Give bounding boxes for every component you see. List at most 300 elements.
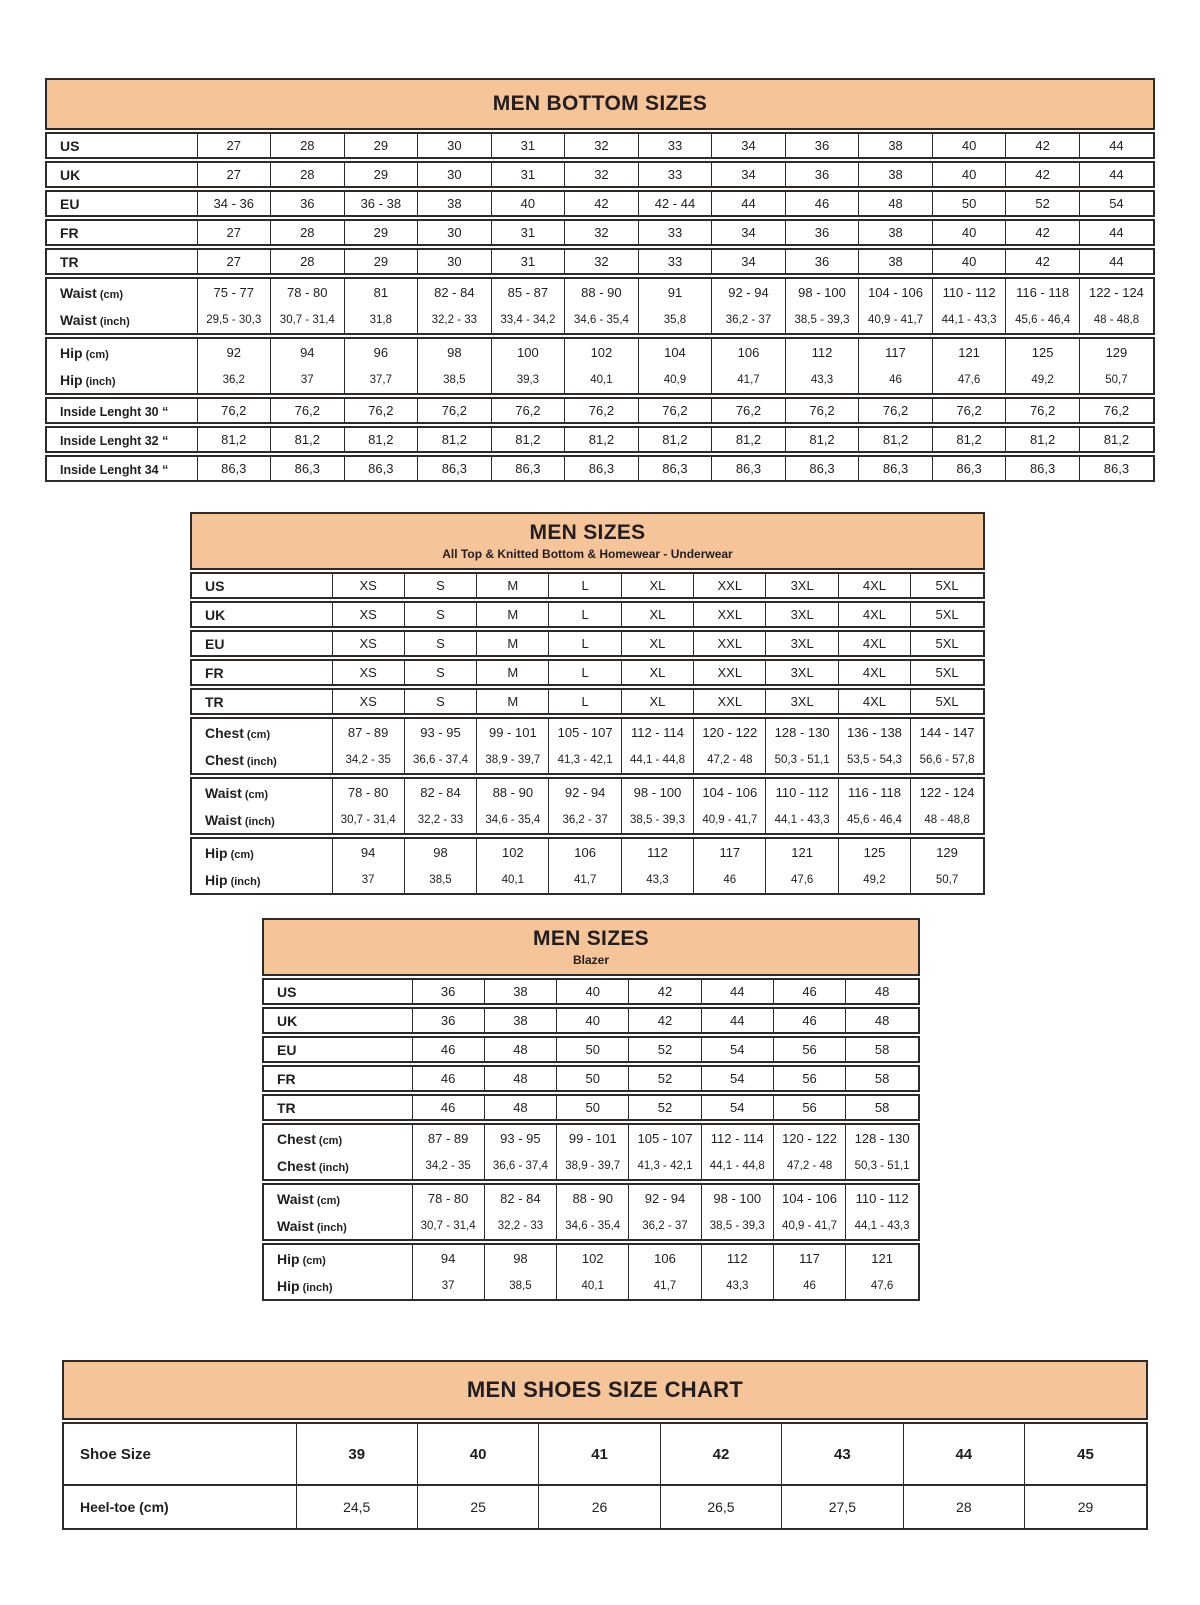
table-body xyxy=(190,572,985,895)
table-cell: 50 xyxy=(932,192,1006,215)
row-label-text: FR xyxy=(277,1070,296,1087)
size-grid xyxy=(192,779,983,833)
table-cell: 32 xyxy=(565,250,639,273)
table-cell: 86,3 xyxy=(344,457,418,480)
table-cell: 86,3 xyxy=(638,457,712,480)
row-label-text: Chest xyxy=(277,1130,316,1147)
table-cell: 52 xyxy=(629,1096,701,1119)
table-row xyxy=(47,457,1153,480)
table-cell: 43,3 xyxy=(785,366,859,393)
row-label xyxy=(192,574,332,597)
men-sizes-tops-table xyxy=(190,512,985,897)
table-cell: 100 xyxy=(491,339,565,366)
table-cell: 38 xyxy=(484,980,556,1003)
row-group xyxy=(45,397,1155,424)
table-cell: 3XL xyxy=(766,603,838,626)
table-cell: 40,1 xyxy=(565,366,639,393)
table-cell: 38 xyxy=(859,221,933,244)
table-cell: XS xyxy=(332,632,404,655)
size-grid xyxy=(47,399,1153,422)
table-cell: 3XL xyxy=(766,574,838,597)
table-cell: S xyxy=(404,603,476,626)
table-row xyxy=(192,603,983,626)
table-cell: 40 xyxy=(932,134,1006,157)
table-cell: 37,7 xyxy=(344,366,418,393)
size-grid xyxy=(47,339,1153,393)
table-cell: 31,8 xyxy=(344,306,418,333)
row-label-text: Inside Lenght 30 “ xyxy=(60,404,169,419)
table-cell: 121 xyxy=(766,839,838,866)
table-cell: 48 - 48,8 xyxy=(924,813,970,826)
row-group xyxy=(45,219,1155,246)
table-cell: 36 xyxy=(785,163,859,186)
table-cell: 104 xyxy=(638,339,712,366)
table-cell: 94 xyxy=(271,339,345,366)
row-label-unit: (inch) xyxy=(85,375,116,388)
row-label xyxy=(47,339,197,366)
table-cell: 46 xyxy=(694,866,766,893)
row-label-unit: (cm) xyxy=(318,1134,343,1147)
table-cell: S xyxy=(404,661,476,684)
size-grid xyxy=(264,1245,918,1299)
table-cell: 45,6 - 46,4 xyxy=(1006,306,1080,333)
table-cell: 98 - 100 xyxy=(701,1185,773,1212)
table-cell: 34 - 36 xyxy=(197,192,271,215)
table-row xyxy=(47,279,1153,306)
size-grid xyxy=(264,1096,918,1119)
row-group xyxy=(190,777,985,835)
table-cell: 81,2 xyxy=(565,428,639,451)
table-cell: 81,2 xyxy=(1103,432,1130,447)
table-cell: M xyxy=(477,690,549,713)
table-cell: 5XL xyxy=(935,607,959,622)
table-cell: 5XL xyxy=(935,694,959,709)
table-cell: 5XL xyxy=(935,665,959,680)
table-cell: 112 xyxy=(621,839,693,866)
table-cell: 30,7 - 31,4 xyxy=(271,306,345,333)
table-cell: 43 xyxy=(782,1424,903,1485)
table-cell: 34,6 - 35,4 xyxy=(557,1212,629,1239)
row-label-text: Waist xyxy=(60,311,97,328)
table-cell: 3XL xyxy=(766,632,838,655)
table-cell: 52 xyxy=(629,1038,701,1061)
table-cell: 27,5 xyxy=(782,1485,903,1528)
row-label-text: UK xyxy=(205,606,226,623)
table-cell: 86,3 xyxy=(712,457,786,480)
table-cell: 104 - 106 xyxy=(859,279,933,306)
table-cell: 40 xyxy=(557,980,629,1003)
table-cell: 31 xyxy=(491,163,565,186)
table-cell: 34,6 - 35,4 xyxy=(477,806,549,833)
table-cell: 42 xyxy=(565,192,639,215)
table-cell: 28 xyxy=(903,1485,1024,1528)
row-group xyxy=(45,161,1155,188)
table-cell: 44,1 - 43,3 xyxy=(766,806,838,833)
row-label-unit: (cm) xyxy=(316,1194,341,1207)
table-cell: 75 - 77 xyxy=(197,279,271,306)
table-body xyxy=(45,132,1155,482)
row-label-text: Shoe Size xyxy=(80,1445,151,1463)
row-label xyxy=(264,1009,412,1032)
row-label-unit: (inch) xyxy=(230,875,261,888)
row-label-unit: (inch) xyxy=(302,1281,333,1294)
table-cell: 112 - 114 xyxy=(701,1125,773,1152)
table-cell: 56,6 - 57,8 xyxy=(919,753,975,766)
men-shoes-size-chart-title-bar xyxy=(62,1360,1148,1420)
row-label-text: FR xyxy=(60,224,79,241)
table-cell: 81,2 xyxy=(491,428,565,451)
table-cell: 3XL xyxy=(766,661,838,684)
table-cell: XS xyxy=(332,690,404,713)
table-row xyxy=(192,661,983,684)
table-cell: 30,7 - 31,4 xyxy=(412,1212,484,1239)
table-row xyxy=(264,1009,918,1032)
row-group xyxy=(262,1007,920,1034)
row-label xyxy=(192,866,332,893)
table-cell: 40,1 xyxy=(557,1272,629,1299)
row-label xyxy=(47,457,197,480)
row-label xyxy=(264,980,412,1003)
table-cell: 76,2 xyxy=(932,399,1006,422)
size-grid xyxy=(47,192,1153,215)
row-label xyxy=(47,366,197,393)
row-label-text: US xyxy=(205,577,225,594)
table-cell: XXL xyxy=(694,574,766,597)
row-group xyxy=(190,572,985,599)
table-cell: 33 xyxy=(638,134,712,157)
table-cell: 38,5 - 39,3 xyxy=(785,306,859,333)
table-cell: 38,5 xyxy=(404,866,476,893)
table-row xyxy=(264,1185,918,1212)
table-row xyxy=(47,399,1153,422)
table-cell: 31 xyxy=(491,134,565,157)
table-cell: 56 xyxy=(773,1067,845,1090)
table-row xyxy=(264,1152,918,1179)
row-label-text: Chest xyxy=(205,751,244,768)
table-row xyxy=(192,746,983,773)
table-cell: 42 xyxy=(1006,163,1080,186)
table-cell: 81,2 xyxy=(344,428,418,451)
table-cell: 36,6 - 37,4 xyxy=(484,1152,556,1179)
table-cell: 30 xyxy=(418,163,492,186)
row-label xyxy=(264,1096,412,1119)
table-cell: 86,3 xyxy=(859,457,933,480)
table-cell: 40 xyxy=(557,1009,629,1032)
row-group xyxy=(45,277,1155,335)
table-cell: 46 xyxy=(412,1038,484,1061)
table-cell: 86,3 xyxy=(1006,457,1080,480)
table-cell: 38 xyxy=(418,192,492,215)
table-cell: 34,6 - 35,4 xyxy=(565,306,639,333)
table-cell: 86,3 xyxy=(418,457,492,480)
men-shoes-size-chart-table xyxy=(62,1360,1148,1532)
table-row xyxy=(264,1272,918,1299)
table-cell: 94 xyxy=(332,839,404,866)
table-row xyxy=(264,1245,918,1272)
row-label-text: EU xyxy=(205,635,225,652)
row-label xyxy=(47,399,197,422)
row-label-unit: (inch) xyxy=(244,815,275,828)
size-grid xyxy=(64,1424,1146,1528)
men-bottom-sizes-table xyxy=(45,78,1155,484)
table-cell: 98 xyxy=(484,1245,556,1272)
table-cell: 42 xyxy=(629,980,701,1003)
row-label xyxy=(47,134,197,157)
row-label-text: Inside Lenght 32 “ xyxy=(60,433,169,448)
row-group xyxy=(190,630,985,657)
table-cell: 88 - 90 xyxy=(557,1185,629,1212)
table-cell: 102 xyxy=(557,1245,629,1272)
table-cell: 32,2 - 33 xyxy=(484,1212,556,1239)
row-label-unit: (cm) xyxy=(230,848,254,861)
row-label-text: Hip xyxy=(60,371,83,388)
table-cell: 46 xyxy=(773,1009,845,1032)
table-cell: 45 xyxy=(1077,1445,1094,1463)
size-grid xyxy=(47,134,1153,157)
table-cell: 40,1 xyxy=(477,866,549,893)
row-label-unit: (cm) xyxy=(85,348,109,361)
table-cell: L xyxy=(549,690,621,713)
table-cell: 52 xyxy=(629,1067,701,1090)
table-cell: XL xyxy=(621,661,693,684)
table-cell: 40 xyxy=(932,250,1006,273)
table-cell: 37 xyxy=(412,1272,484,1299)
table-cell: 98 xyxy=(404,839,476,866)
table-cell: 112 xyxy=(701,1245,773,1272)
row-label-text: Heel-toe (cm) xyxy=(80,1499,169,1515)
table-cell: 92 - 94 xyxy=(629,1185,701,1212)
table-cell: 50,3 - 51,1 xyxy=(766,746,838,773)
table-cell: 86,3 xyxy=(197,457,271,480)
row-label xyxy=(192,779,332,806)
row-label-text: Hip xyxy=(277,1277,300,1294)
table-row xyxy=(47,366,1153,393)
table-cell: 30 xyxy=(418,250,492,273)
row-label xyxy=(192,839,332,866)
table-cell: 117 xyxy=(694,839,766,866)
table-cell: 29 xyxy=(344,250,418,273)
table-cell: 28 xyxy=(271,163,345,186)
table-cell: 110 - 112 xyxy=(855,1191,909,1206)
table-row xyxy=(192,806,983,833)
table-cell: 76,2 xyxy=(1103,403,1130,418)
table-title: MEN SIZES xyxy=(533,927,649,950)
table-cell: 31 xyxy=(491,221,565,244)
row-label xyxy=(192,661,332,684)
table-cell: 27 xyxy=(197,134,271,157)
table-cell: 99 - 101 xyxy=(557,1125,629,1152)
row-label-unit: (inch) xyxy=(318,1161,349,1174)
table-cell: 98 xyxy=(418,339,492,366)
size-grid xyxy=(264,1067,918,1090)
row-label-unit: (inch) xyxy=(246,755,277,768)
row-label xyxy=(47,221,197,244)
table-cell: 50,3 - 51,1 xyxy=(854,1159,910,1172)
table-cell: 58 xyxy=(874,1042,890,1057)
table-cell: 86,3 xyxy=(271,457,345,480)
table-cell: 44 xyxy=(1109,254,1124,269)
table-cell: 76,2 xyxy=(785,399,859,422)
table-cell: 4XL xyxy=(838,603,910,626)
table-cell: 44,1 - 44,8 xyxy=(701,1152,773,1179)
table-cell: 92 - 94 xyxy=(549,779,621,806)
row-label-text: US xyxy=(60,137,80,154)
table-cell: 41,7 xyxy=(549,866,621,893)
size-grid xyxy=(47,163,1153,186)
table-cell: 36,2 xyxy=(197,366,271,393)
row-label-text: UK xyxy=(277,1012,298,1029)
table-cell: 47,2 - 48 xyxy=(773,1152,845,1179)
table-cell: 117 xyxy=(773,1245,845,1272)
table-cell: 136 - 138 xyxy=(838,719,910,746)
table-cell: 48 xyxy=(859,192,933,215)
size-grid xyxy=(264,1009,918,1032)
table-row xyxy=(47,250,1153,273)
table-cell: 42 xyxy=(1006,221,1080,244)
table-cell: 32 xyxy=(565,163,639,186)
table-cell: 43,3 xyxy=(701,1272,773,1299)
table-cell: 52 xyxy=(1006,192,1080,215)
table-cell: 30 xyxy=(418,134,492,157)
size-grid xyxy=(264,1038,918,1061)
table-cell: 82 - 84 xyxy=(418,279,492,306)
table-cell: 38,5 - 39,3 xyxy=(621,806,693,833)
table-row xyxy=(264,980,918,1003)
table-cell: 44 xyxy=(1109,225,1124,240)
table-cell: 29,5 - 30,3 xyxy=(197,306,271,333)
table-cell: 34,2 - 35 xyxy=(332,746,404,773)
table-cell: 87 - 89 xyxy=(412,1125,484,1152)
row-label xyxy=(192,719,332,746)
table-cell: 36 xyxy=(785,221,859,244)
table-cell: 92 - 94 xyxy=(712,279,786,306)
table-cell: 45,6 - 46,4 xyxy=(838,806,910,833)
table-cell: 122 - 124 xyxy=(1088,285,1144,300)
table-cell: 44 xyxy=(903,1424,1024,1485)
table-cell: 34 xyxy=(712,163,786,186)
row-group xyxy=(45,426,1155,453)
table-row xyxy=(192,719,983,746)
row-label xyxy=(264,1067,412,1090)
table-cell: 27 xyxy=(197,250,271,273)
table-cell: 29 xyxy=(1025,1485,1146,1528)
row-label xyxy=(47,163,197,186)
row-label-text: UK xyxy=(60,166,81,183)
table-row xyxy=(192,690,983,713)
table-row xyxy=(47,428,1153,451)
row-label xyxy=(64,1424,296,1485)
table-cell: 128 - 130 xyxy=(854,1131,910,1146)
table-cell: 37 xyxy=(332,866,404,893)
table-cell: 38,5 - 39,3 xyxy=(701,1212,773,1239)
size-grid xyxy=(192,632,983,655)
table-cell: 26 xyxy=(539,1485,660,1528)
table-title: MEN SHOES SIZE CHART xyxy=(466,1377,744,1402)
table-cell: 116 - 118 xyxy=(1006,279,1080,306)
table-cell: 93 - 95 xyxy=(404,719,476,746)
table-cell: 48 xyxy=(874,984,890,999)
table-cell: 35,8 xyxy=(638,306,712,333)
table-cell: 44 xyxy=(712,192,786,215)
table-cell: 33 xyxy=(638,221,712,244)
row-label xyxy=(47,250,197,273)
table-cell: 32,2 - 33 xyxy=(404,806,476,833)
table-cell: 54 xyxy=(1109,196,1124,211)
size-grid xyxy=(192,574,983,597)
table-cell: 40,9 - 41,7 xyxy=(694,806,766,833)
table-cell: 28 xyxy=(271,250,345,273)
table-cell: 36,2 - 37 xyxy=(549,806,621,833)
row-group xyxy=(262,1123,920,1181)
table-cell: 56 xyxy=(773,1096,845,1119)
table-cell: 38 xyxy=(484,1009,556,1032)
table-cell: 40,9 - 41,7 xyxy=(773,1212,845,1239)
table-cell: 28 xyxy=(271,134,345,157)
table-cell: 85 - 87 xyxy=(491,279,565,306)
table-cell: 86,3 xyxy=(1103,461,1130,476)
row-group xyxy=(62,1422,1148,1530)
table-cell: 87 - 89 xyxy=(332,719,404,746)
size-grid xyxy=(264,1125,918,1179)
table-cell: 47,2 - 48 xyxy=(694,746,766,773)
table-cell: 98 - 100 xyxy=(785,279,859,306)
table-cell: 102 xyxy=(477,839,549,866)
table-subtitle: All Top & Knitted Bottom & Homewear - Underwear xyxy=(442,547,733,561)
row-group xyxy=(45,337,1155,395)
row-label xyxy=(264,1212,412,1239)
table-row xyxy=(264,1125,918,1152)
table-cell: 76,2 xyxy=(491,399,565,422)
table-cell: 99 - 101 xyxy=(477,719,549,746)
table-cell: 112 - 114 xyxy=(621,719,693,746)
table-cell: 5XL xyxy=(935,636,959,651)
table-row xyxy=(192,574,983,597)
row-label xyxy=(47,428,197,451)
table-cell: 117 xyxy=(859,339,933,366)
table-cell: 116 - 118 xyxy=(838,779,910,806)
table-cell: 81,2 xyxy=(712,428,786,451)
table-cell: 47,6 xyxy=(870,1279,894,1292)
table-cell: 36 xyxy=(271,192,345,215)
table-cell: 86,3 xyxy=(785,457,859,480)
table-cell: 125 xyxy=(838,839,910,866)
row-label-text: TR xyxy=(60,253,79,270)
table-cell: 76,2 xyxy=(565,399,639,422)
table-cell: 128 - 130 xyxy=(766,719,838,746)
table-cell: 58 xyxy=(874,1100,890,1115)
table-cell: 37 xyxy=(271,366,345,393)
table-cell: 25 xyxy=(417,1485,538,1528)
table-cell: 5XL xyxy=(935,578,959,593)
row-label-text: TR xyxy=(205,693,224,710)
table-row xyxy=(47,339,1153,366)
table-cell: 88 - 90 xyxy=(565,279,639,306)
table-cell: 91 xyxy=(638,279,712,306)
size-grid xyxy=(47,250,1153,273)
row-label-unit: (cm) xyxy=(246,728,271,741)
table-cell: 76,2 xyxy=(638,399,712,422)
table-cell: 112 xyxy=(785,339,859,366)
table-cell: 46 xyxy=(773,980,845,1003)
row-label-text: EU xyxy=(277,1041,297,1058)
table-row xyxy=(64,1424,1146,1485)
table-cell: 81,2 xyxy=(197,428,271,451)
row-label xyxy=(192,603,332,626)
table-row xyxy=(192,632,983,655)
table-cell: XXL xyxy=(694,632,766,655)
table-cell: 121 xyxy=(932,339,1006,366)
table-cell: 110 - 112 xyxy=(932,279,1006,306)
